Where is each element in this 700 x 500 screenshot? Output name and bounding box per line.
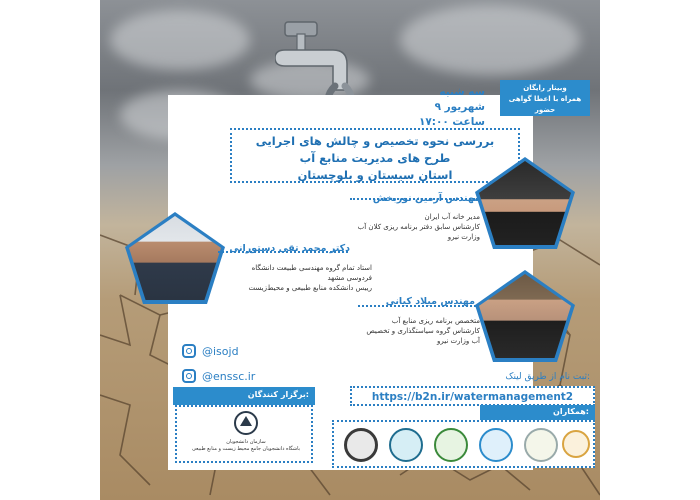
partner-logo: [524, 428, 558, 462]
organizer-logo: [233, 410, 259, 436]
registration-label: ثبت نام از طریق لینک:: [505, 372, 590, 382]
registration-link[interactable]: https://b2n.ir/watermanagement2: [350, 386, 595, 406]
speaker-bio-line: کارشناس گروه سیاستگذاری و تخصیص: [366, 327, 480, 335]
title-line: بررسی نحوه تخصیص و چالش های اجرایی: [255, 134, 495, 148]
partners-label: همکاران:: [480, 405, 595, 421]
speaker-bio-line: آب وزارت نیرو: [437, 337, 480, 345]
speaker-bio: [300, 212, 480, 242]
partner-logo: [389, 428, 423, 462]
event-date: [325, 85, 485, 130]
partner-logo: [344, 428, 378, 462]
partner-logo: [479, 428, 513, 462]
speaker-bio-line: متخصص برنامه ریزی منابع آب: [391, 317, 480, 325]
speaker-bio-line: استاد تمام گروه مهندسی طبیعت دانشگاه: [251, 264, 372, 272]
cloud: [400, 5, 580, 75]
event-date-value: ۹ شهریور: [434, 101, 485, 113]
instagram-handle[interactable]: [182, 344, 239, 358]
partner-logo: [434, 428, 468, 462]
organizer-name: [181, 439, 311, 453]
speaker-bio-line: مدیر خانه آب ایران: [424, 213, 480, 221]
speaker-name: مهندس میلاد کیانی: [385, 296, 475, 307]
title-line: استان سیستان و بلوچستان: [297, 168, 453, 182]
webinar-poster: [100, 0, 600, 500]
instagram-handle-text: @enssc.ir: [202, 369, 256, 383]
badge-title: وبینار رایگان: [523, 84, 567, 92]
speaker-name: مهندس آرمین نوربخش: [372, 193, 480, 204]
speaker-bio-line: رییس دانشکده منابع طبیعی و محیط‌زیست: [248, 284, 372, 292]
organizer-name-line: سازمان دانشجویان: [226, 439, 266, 445]
speaker-name: دکتر محمد تقی دستورانی: [229, 243, 350, 254]
instagram-handle[interactable]: [182, 369, 255, 383]
organizers-box: [175, 405, 313, 463]
partner-logo: [562, 430, 590, 458]
speaker-bio-line: کارشناس سابق دفتر برنامه ریزی کلان آب: [357, 223, 480, 231]
instagram-handle-text: @isojd: [202, 344, 239, 358]
badge-subtitle: همراه با اعطا گواهی حضور: [508, 95, 582, 114]
event-day: سه شنبه: [439, 86, 485, 98]
speaker-bio-line: فردوسی مشهد: [327, 274, 372, 282]
instagram-icon: [182, 344, 196, 358]
speaker-bio: [192, 263, 372, 293]
cloud: [110, 10, 250, 70]
webinar-badge: [500, 80, 590, 116]
webinar-title: [230, 128, 520, 183]
title-line: طرح های مدیریت منابع آب: [299, 151, 451, 165]
partners-logos: [332, 420, 595, 468]
event-time: ساعت ۱۷:۰۰: [418, 116, 485, 128]
organizer-name-line: باشگاه دانشجویان جامع محیط زیست و منابع طبیعی: [191, 446, 301, 452]
organizers-label: برگزار کنندگان:: [173, 387, 315, 405]
instagram-icon: [182, 369, 196, 383]
speaker-bio: [300, 316, 480, 346]
speaker-bio-line: وزارت نیرو: [447, 233, 480, 241]
